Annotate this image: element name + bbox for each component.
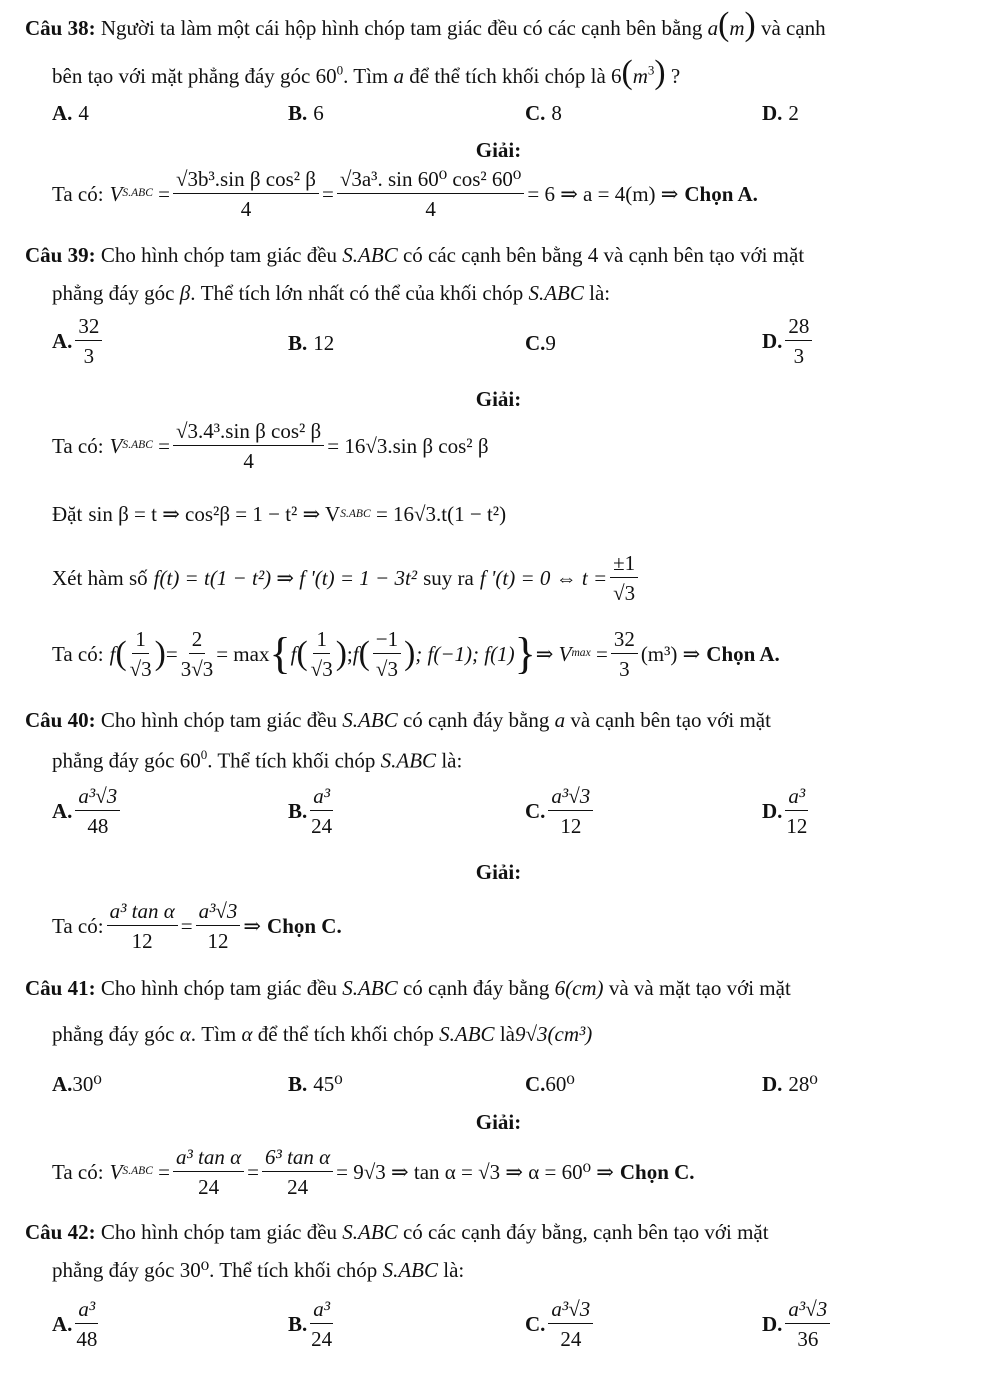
q42-option-c-den: 24 <box>560 1327 582 1352</box>
q40-option-a-num: a³√3 <box>75 785 120 811</box>
q38-sol-prefix: Ta có: <box>52 181 104 206</box>
q40-option-b-den: 24 <box>311 814 333 839</box>
q40-solution-title: Giải: <box>475 860 522 884</box>
q41-sol-prefix: Ta có: <box>52 1159 104 1184</box>
q42-angle: 30⁰ <box>179 1258 210 1282</box>
q38-sol-frac-1 <box>173 168 319 220</box>
q41-label: Câu 41: <box>25 976 96 1000</box>
q41-option-a-value: 30⁰ <box>72 1072 102 1096</box>
q39-line-2 <box>52 283 610 304</box>
q41-option-a-letter: A. <box>52 1072 73 1096</box>
q39-l4-rest: ; f(−1); f(1) <box>415 641 515 666</box>
q39-l3-expr2: f '(t) = 0 ⇔ t = <box>479 565 608 590</box>
q42-option-b[interactable] <box>288 1298 336 1350</box>
q39-label: Câu 39: <box>25 243 96 267</box>
q39-beta: β <box>179 281 191 305</box>
q38-sol-frac-2 <box>337 168 525 220</box>
q39-option-c[interactable] <box>525 333 556 354</box>
q39-l4-den2: 3√3 <box>180 657 214 682</box>
q39-l3-num: ±1 <box>610 552 638 578</box>
q42-option-d-den: 36 <box>797 1327 819 1352</box>
q38-sol-frac-1-den: 4 <box>240 197 252 222</box>
q41-text-4: phẳng đáy góc <box>52 1022 175 1046</box>
q39-text-4: . Thể tích lớn nhất có thể của khối chóp <box>190 281 524 305</box>
q42-text-2: có các cạnh đáy bằng, cạnh bên tạo với mặt <box>402 1220 769 1244</box>
q41-solution: Ta có: V S.ABC = $\frac{\text{a³ tan α}}{24}$ = $\frac{\text{6³ tan α}}{24}$ = 9√3 ⇒ tan α = √3 ⇒ α = 60⁰ ⇒ Chọn C. <box>52 1145 695 1200</box>
q42-option-d[interactable] <box>762 1298 833 1350</box>
q40-option-b-num: a³ <box>310 785 333 811</box>
q39-l4-unit: (m³) ⇒ <box>640 641 701 666</box>
q40-text-6: là: <box>441 748 463 773</box>
q38-option-a[interactable] <box>52 103 89 124</box>
q38-solution: Ta có: V S.ABC = $\frac{\text{√3b³.sin β cos² β}}{4}$ = $\frac{\text{√3a³. sin 60⁰ cos² 60⁰}}{4}$ = 6 ⇒ a = 4(m) ⇒ Chọn A. <box>52 167 758 222</box>
q41-option-c-value: 60⁰ <box>545 1072 575 1096</box>
q42-sabc-2: S.ABC <box>382 1258 438 1282</box>
q39-text-5: là: <box>589 281 611 305</box>
q38-option-c-letter: C. <box>525 101 546 125</box>
q42-option-b-den: 24 <box>311 1327 333 1352</box>
q39-sabc-2: S.ABC <box>528 281 584 305</box>
q38-solution-title: Giải: <box>475 138 522 162</box>
q38-vol: 6 <box>611 64 622 88</box>
q39-option-a-num: 32 <box>75 315 102 341</box>
q41-solution-title: Giải: <box>475 1110 522 1134</box>
q38-option-b[interactable] <box>288 103 324 124</box>
q41-vol: 9√3(cm³) <box>514 1022 593 1046</box>
q38-option-a-value: 4 <box>78 101 89 125</box>
q38-text-4: . Tìm <box>343 64 389 88</box>
q40-deg: 0 <box>200 747 208 762</box>
q41-sol-num2: 6³ tan α <box>262 1146 333 1172</box>
q42-sabc: S.ABC <box>342 1220 398 1244</box>
q40-option-b-letter: B. <box>288 798 308 823</box>
q38-line-2: bên tạo với mặt phẳng đáy góc $60^0$. Tìm a để thể tích khối chóp là $6(m^3)$ ? <box>52 54 681 91</box>
q41-option-d-letter: D. <box>762 1072 783 1096</box>
q39-text-2: có các cạnh bên bằng 4 và cạnh bên tạo với mặt <box>402 243 805 267</box>
q40-sol-arrow: ⇒ <box>243 913 262 938</box>
q40-option-c-num: a³√3 <box>548 785 593 811</box>
q42-text-5: là: <box>443 1258 465 1282</box>
q40-text-1: Cho hình chóp tam giác đều <box>100 708 338 732</box>
q39-l4-negnum: −1 <box>373 628 401 654</box>
q38-deg: 0 <box>336 62 344 78</box>
q42-option-b-num: a³ <box>310 1298 333 1324</box>
q41-alpha: α <box>179 1022 191 1046</box>
q39-l2-tail: = 16√3.t(1 − t²) <box>375 502 507 526</box>
q39-option-b[interactable] <box>288 333 334 354</box>
q42-line-2 <box>52 1260 464 1281</box>
q39-l4-vmax: ⇒ V <box>535 641 572 666</box>
q38-var-a: a <box>707 16 719 40</box>
q42-option-c-num: a³√3 <box>548 1298 593 1324</box>
q38-unit-m3: m <box>632 64 648 88</box>
q41-option-b-value: 45⁰ <box>313 1072 343 1096</box>
q41-sol-tail: = 9√3 ⇒ tan α = √3 ⇒ α = 60⁰ ⇒ <box>336 1159 614 1184</box>
q41-sol-den1: 24 <box>198 1175 220 1200</box>
q38-sol-sub: S.ABC <box>122 187 153 200</box>
q38-sol-choice: Chọn A. <box>684 181 758 206</box>
q39-l4-choice: Chọn A. <box>706 641 780 666</box>
q41-option-b[interactable] <box>288 1074 343 1095</box>
q39-option-a-den: 3 <box>83 344 95 369</box>
q41-text-6: để thể tích khối chóp <box>257 1022 434 1046</box>
q41-alpha-2: α <box>241 1022 253 1046</box>
q41-sol-den2: 24 <box>287 1175 309 1200</box>
q40-option-c-den: 12 <box>560 814 582 839</box>
q42-label: Câu 42: <box>25 1220 96 1244</box>
q39-l1-den: 4 <box>243 449 254 474</box>
q39-option-c-letter: C. <box>525 331 546 355</box>
q38-option-d-value: 2 <box>788 101 799 125</box>
q39-option-a[interactable] <box>52 315 105 367</box>
q41-line-1 <box>25 978 791 999</box>
q40-option-d[interactable] <box>762 785 811 837</box>
q40-var-a: a <box>554 708 566 732</box>
q39-option-d-num: 28 <box>785 315 812 341</box>
q40-option-c-letter: C. <box>525 798 546 823</box>
q42-option-a-letter: A. <box>52 1311 73 1336</box>
q38-unit-m: m <box>729 16 745 40</box>
q40-option-a[interactable] <box>52 785 123 837</box>
q40-text-5: . Thể tích khối chóp <box>207 748 376 773</box>
q41-text-3: và và mặt tạo với mặt <box>608 976 791 1000</box>
q42-option-a-num: a³ <box>75 1298 98 1324</box>
q39-sol-line-1: Ta có: V S.ABC = $\frac{\text{√3.4³.sin β cos² β}}{4}$ = 16√3.sin β cos² β <box>52 419 489 474</box>
q39-text-1: Cho hình chóp tam giác đều <box>100 243 338 267</box>
q39-sabc: S.ABC <box>342 243 398 267</box>
q39-l2-prefix: Đặt <box>52 502 83 526</box>
q42-option-a-den: 48 <box>76 1327 98 1352</box>
q40-text-2: có cạnh đáy bằng <box>402 708 550 732</box>
q39-option-b-value: 12 <box>313 331 335 355</box>
q40-option-a-den: 48 <box>87 814 109 839</box>
q39-option-b-letter: B. <box>288 331 308 355</box>
q39-l4-num1: 1 <box>132 628 149 654</box>
q38-text-3: bên tạo với mặt phẳng đáy góc <box>52 64 311 88</box>
q39-sol-line-2: Đặt sin β = t ⇒ cos²β = 1 − t² ⇒ V S.ABC = 16√3.t(1 − t²) <box>52 502 507 526</box>
q41-text-5: . Tìm <box>190 1022 237 1046</box>
q39-l2-expr: sin β = t ⇒ cos²β = 1 − t² ⇒ V <box>88 502 341 526</box>
q39-option-d-letter: D. <box>762 328 783 353</box>
q38-sol-tail: = 6 ⇒ a = 4(m) ⇒ <box>527 181 679 206</box>
q41-sol-choice: Chọn C. <box>619 1159 695 1184</box>
q40-solution: Ta có: $\frac{\text{a³ tan α}}{12}$ = $\frac{\text{a³√3}}{12}$ ⇒ Chọn C. <box>52 899 342 954</box>
q42-option-c[interactable] <box>525 1298 596 1350</box>
q38-option-d-letter: D. <box>762 101 783 125</box>
q42-text-4: . Thể tích khối chóp <box>209 1258 378 1282</box>
q39-l3-expr: f(t) = t(1 − t²) ⇒ f '(t) = 1 − 3t² <box>153 565 418 590</box>
q41-line-2 <box>52 1024 592 1045</box>
q38-text-2: và cạnh <box>760 16 826 40</box>
q40-sol-choice: Chọn C. <box>267 913 342 938</box>
q39-l1-tail: = 16√3.sin β cos² β <box>327 433 489 458</box>
q40-option-c[interactable] <box>525 785 596 837</box>
q39-l4-vnum: 32 <box>611 628 638 654</box>
q39-option-d-den: 3 <box>793 344 805 369</box>
q40-option-d-den: 12 <box>786 814 808 839</box>
q40-option-d-num: a³ <box>785 785 808 811</box>
q38-option-d[interactable] <box>762 103 799 124</box>
q40-option-a-letter: A. <box>52 798 73 823</box>
q38-sol-frac-1-num: √3b³.sin β cos² β <box>173 168 319 194</box>
q38-line-1: Câu 38: Người ta làm một cái hộp hình chóp tam giác đều có các cạnh bên bằng a(m) và cạnh <box>25 6 826 43</box>
q40-line-2 <box>52 748 462 771</box>
q40-option-d-letter: D. <box>762 798 783 823</box>
q41-text-1: Cho hình chóp tam giác đều <box>100 976 338 1000</box>
q41-sol-sub: S.ABC <box>122 1165 153 1178</box>
q39-l1-num: √3.4³.sin β cos² β <box>173 420 324 446</box>
q38-sol-frac-2-den: 4 <box>425 197 436 222</box>
q38-sol-frac-2-num: √3a³. sin 60⁰ cos² 60⁰ <box>337 168 525 194</box>
q38-option-c[interactable] <box>525 103 562 124</box>
q41-option-a[interactable] <box>52 1074 102 1095</box>
q39-l3-prefix: Xét hàm số <box>52 565 148 590</box>
q39-l3-mid: suy ra <box>423 565 474 590</box>
q40-sol-den2: 12 <box>207 929 229 954</box>
q38-sol-v: V <box>109 181 123 206</box>
q41-sabc-2: S.ABC <box>439 1022 495 1046</box>
q40-label: Câu 40: <box>25 708 96 732</box>
q38-option-b-letter: B. <box>288 101 308 125</box>
q39-l4-max: = max <box>216 641 270 666</box>
q39-text-3: phẳng đáy góc <box>52 281 175 305</box>
q38-var-a-2: a <box>393 64 405 88</box>
q38-option-c-value: 8 <box>551 101 562 125</box>
q39-option-d[interactable] <box>762 315 815 367</box>
q41-sol-v: V <box>109 1159 123 1184</box>
q42-option-d-num: a³√3 <box>785 1298 830 1324</box>
q41-text-7: là <box>499 1022 515 1046</box>
q38-exp3: 3 <box>647 62 655 78</box>
q39-l1-prefix: Ta có: <box>52 433 104 458</box>
q40-sol-num2: a³√3 <box>196 900 241 926</box>
q42-text-1: Cho hình chóp tam giác đều <box>100 1220 338 1244</box>
q39-l3-den: √3 <box>613 581 636 606</box>
q41-sabc: S.ABC <box>342 976 398 1000</box>
q39-line-1 <box>25 245 804 266</box>
q40-line-1 <box>25 710 771 731</box>
q40-sol-den1: 12 <box>131 929 153 954</box>
q41-side: 6(cm) <box>554 976 604 1000</box>
q39-l4-den1: √3 <box>129 657 152 682</box>
q39-l4-prefix: Ta có: <box>52 641 104 666</box>
q40-text-4: phẳng đáy góc <box>52 748 175 773</box>
q40-angle: 60 <box>179 748 201 773</box>
q40-option-b[interactable] <box>288 785 336 837</box>
q38-angle: 60 <box>315 64 337 88</box>
q39-sol-line-3 <box>52 552 641 604</box>
q41-option-d[interactable] <box>762 1074 818 1095</box>
q42-text-3: phẳng đáy góc <box>52 1258 175 1282</box>
q41-text-2: có cạnh đáy bằng <box>402 976 550 1000</box>
q42-option-b-letter: B. <box>288 1311 308 1336</box>
q38-option-b-value: 6 <box>313 101 324 125</box>
q40-sol-prefix: Ta có: <box>52 913 104 938</box>
q39-l4-vden: 3 <box>619 657 630 682</box>
q39-option-c-value: 9 <box>545 331 556 355</box>
q40-sabc: S.ABC <box>342 708 398 732</box>
q42-line-1 <box>25 1222 769 1243</box>
q40-sabc-2: S.ABC <box>380 748 437 773</box>
q39-l4-f: f <box>109 641 116 666</box>
q39-sol-line-4: Ta có: f ( $\frac{1}{√3}$ ) = $\frac{2}{3√3}$ = max { f ( $\frac{1}{√3}$ ) ; f ( $\frac{-1}{√3}$ ) ; f(−1); f(1) } ⇒ V max = $\frac{32}{3}$ (m³) ⇒ Chọn A. <box>52 627 780 682</box>
q39-solution-title: Giải: <box>475 387 522 411</box>
q42-option-d-letter: D. <box>762 1311 783 1336</box>
q42-option-a[interactable] <box>52 1298 101 1350</box>
q41-option-c-letter: C. <box>525 1072 546 1096</box>
q40-text-3: và cạnh bên tạo với mặt <box>570 708 771 732</box>
q39-l4-num2: 2 <box>189 628 206 654</box>
q38-text-5: để thể tích khối chóp là <box>409 64 606 88</box>
q38-option-a-letter: A. <box>52 101 73 125</box>
q38-label: Câu 38: <box>25 16 96 40</box>
q39-option-a-letter: A. <box>52 328 73 353</box>
q41-option-d-value: 28⁰ <box>788 1072 818 1096</box>
q39-l4-maxsub: max <box>571 647 591 660</box>
q41-option-b-letter: B. <box>288 1072 308 1096</box>
q38-qmark: ? <box>670 64 681 88</box>
q41-sol-num1: a³ tan α <box>173 1146 244 1172</box>
q40-sol-num1: a³ tan α <box>107 900 178 926</box>
q38-text-1: Người ta làm một cái hộp hình chóp tam giác đều có các cạnh bên bằng <box>100 16 703 40</box>
q42-option-c-letter: C. <box>525 1311 546 1336</box>
q41-option-c[interactable] <box>525 1074 575 1095</box>
